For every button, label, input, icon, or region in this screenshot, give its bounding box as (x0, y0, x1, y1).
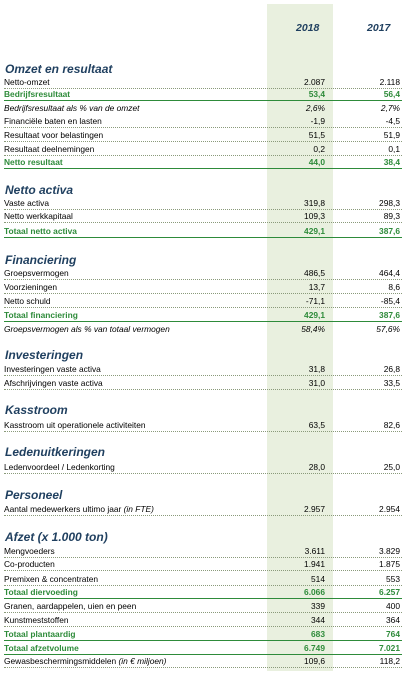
row-label-text: Bedrijfsresultaat (4, 89, 71, 99)
row-label (4, 89, 70, 100)
value-2017: 118,2 (379, 656, 400, 666)
table-row (4, 89, 402, 101)
table-row (4, 268, 402, 280)
row-label (4, 157, 63, 168)
row-label-text: Netto werkkapitaal (4, 211, 73, 221)
value-2018: 339 (311, 601, 325, 611)
table-row (4, 116, 402, 128)
row-label (4, 144, 94, 155)
value-2017: 1.875 (379, 559, 400, 569)
row-label-unit: (in FTE) (123, 504, 154, 514)
row-label-text: Afschrijvingen vaste activa (4, 378, 103, 388)
row-label (4, 629, 76, 640)
value-2018: 31,0 (308, 378, 325, 388)
value-2017: 2,7% (380, 103, 400, 113)
row-label-text: Granen, aardappelen, uien en peen (4, 601, 137, 611)
table-row (4, 157, 402, 169)
value-2017: 2.118 (379, 77, 400, 87)
value-2017: 298,3 (379, 198, 400, 208)
row-label-text: Voorzieningen (4, 282, 58, 292)
value-2018: 63,5 (308, 420, 325, 430)
row-label-text: Resultaat voor belastingen (4, 130, 104, 140)
table-row (4, 77, 402, 89)
table-row (4, 378, 402, 390)
row-label (4, 130, 103, 141)
value-2018: 2.087 (304, 77, 325, 87)
value-2018: 514 (311, 574, 325, 584)
row-label-text: Vaste activa (4, 198, 49, 208)
value-2017: -85,4 (380, 296, 400, 306)
value-2017: -4,5 (385, 116, 400, 126)
row-label-text: Resultaat deelnemingen (4, 144, 95, 154)
value-2017: 6.257 (379, 587, 400, 597)
value-2017: 33,5 (383, 378, 400, 388)
value-2018: 13,7 (308, 282, 325, 292)
row-label (4, 587, 78, 598)
section-title-personeel: Personeel (5, 488, 63, 502)
value-2018: 486,5 (304, 268, 325, 278)
value-2018: 2.957 (304, 504, 325, 514)
row-label (4, 226, 77, 237)
table-row (4, 310, 402, 322)
row-label-text: Groepsvermogen (4, 268, 69, 278)
table-row (4, 226, 402, 238)
value-2017: 25,0 (383, 462, 400, 472)
row-label-text: Investeringen vaste activa (4, 364, 101, 374)
value-2018: 319,8 (304, 198, 325, 208)
table-row (4, 462, 402, 474)
row-label (4, 656, 166, 667)
value-2017: 2.954 (379, 504, 400, 514)
section-title-kasstroom: Kasstroom (5, 403, 68, 417)
table-row (4, 144, 402, 156)
value-2018: 0,2 (313, 144, 325, 154)
section-title-financiering: Financiering (5, 253, 77, 267)
row-label-text: Netto schuld (4, 296, 51, 306)
value-2017: 387,6 (379, 226, 400, 236)
value-2017: 8,6 (388, 282, 400, 292)
section-title-investeringen: Investeringen (5, 348, 84, 362)
row-label (4, 462, 115, 473)
section-title-netto-activa: Netto activa (5, 183, 74, 197)
row-label (4, 282, 57, 293)
row-label (4, 103, 139, 114)
value-2017: 56,4 (383, 89, 400, 99)
table-row (4, 656, 402, 668)
value-2018: 6.749 (304, 643, 325, 653)
row-label-text: Bedrijfsresultaat als % van de omzet (4, 103, 140, 113)
table-row (4, 103, 402, 114)
row-label (4, 574, 98, 585)
table-row (4, 587, 402, 599)
value-2018: 44,0 (308, 157, 325, 167)
value-2018: 51,5 (308, 130, 325, 140)
row-label-text: Totaal afzetvolume (4, 643, 79, 653)
table-row (4, 546, 402, 558)
section-title-ledenuitkeringen: Ledenuitkeringen (5, 445, 106, 459)
value-2018: 109,6 (304, 656, 325, 666)
value-2018: -1,9 (310, 116, 325, 126)
row-label (4, 268, 69, 279)
row-label (4, 310, 78, 321)
row-label (4, 559, 55, 570)
row-label-text: Financiële baten en lasten (4, 116, 102, 126)
row-label (4, 77, 50, 88)
row-label-text: Co-producten (4, 559, 55, 569)
table-row (4, 559, 402, 571)
row-label-text: Kunstmeststoffen (4, 615, 69, 625)
value-2017: 3.829 (379, 546, 400, 556)
row-label (4, 601, 136, 612)
year-header-2018: 2018 (296, 22, 320, 34)
value-2018: 109,3 (304, 211, 325, 221)
table-row (4, 282, 402, 294)
row-label (4, 420, 146, 431)
table-row (4, 615, 402, 627)
value-2017: 400 (386, 601, 400, 611)
row-label (4, 116, 102, 127)
value-2018: 429,1 (304, 310, 325, 320)
row-label (4, 504, 154, 515)
row-label-text: Totaal netto activa (4, 226, 77, 236)
row-label-text: Gewasbeschermingsmiddelen (4, 656, 117, 666)
row-label-text: Netto resultaat (4, 157, 63, 167)
row-label (4, 615, 69, 626)
value-2018: 429,1 (304, 226, 325, 236)
row-label-text: Netto-omzet (4, 77, 50, 87)
row-label-text: Totaal plantaardig (4, 629, 76, 639)
table-row (4, 643, 402, 655)
value-2017: 364 (386, 615, 400, 625)
value-2017: 38,4 (383, 157, 400, 167)
value-2017: 89,3 (383, 211, 400, 221)
table-row (4, 574, 402, 586)
row-label-text: Totaal diervoeding (4, 587, 78, 597)
value-2017: 51,9 (383, 130, 400, 140)
section-title-omzet-en-resultaat: Omzet en resultaat (5, 62, 113, 76)
value-2018: 344 (311, 615, 325, 625)
value-2017: 387,6 (379, 310, 400, 320)
section-title-afzet-x-1-000-ton: Afzet (x 1.000 ton) (5, 530, 108, 544)
row-label (4, 324, 170, 335)
row-label (4, 364, 101, 375)
table-row (4, 324, 402, 335)
table-row (4, 629, 402, 641)
value-2018: 53,4 (308, 89, 325, 99)
row-label (4, 211, 73, 222)
value-2017: 57,6% (376, 324, 400, 334)
row-label-unit: (in € miljoen) (118, 656, 167, 666)
row-label-text: Totaal financiering (4, 310, 78, 320)
value-2018: 683 (311, 629, 325, 639)
table-row (4, 130, 402, 142)
value-2018: -71,1 (305, 296, 325, 306)
row-label-text: Kasstroom uit operationele activiteiten (4, 420, 146, 430)
value-2017: 764 (386, 629, 400, 639)
row-label-text: Groepsvermogen als % van totaal vermogen (4, 324, 170, 334)
value-2018: 1.941 (304, 559, 325, 569)
table-row (4, 296, 402, 308)
row-label-text: Aantal medewerkers ultimo jaar (4, 504, 122, 514)
row-label (4, 296, 51, 307)
row-label-text: Ledenvoordeel / Ledenkorting (4, 462, 115, 472)
year-header-2017: 2017 (367, 22, 391, 34)
row-label (4, 378, 103, 389)
row-label (4, 643, 79, 654)
value-2018: 3.611 (304, 546, 325, 556)
value-2017: 553 (386, 574, 400, 584)
value-2017: 7.021 (379, 643, 400, 653)
row-label (4, 198, 49, 209)
value-2017: 0,1 (388, 144, 400, 154)
value-2018: 2,6% (305, 103, 325, 113)
table-row (4, 211, 402, 223)
table-row (4, 504, 402, 516)
value-2018: 28,0 (308, 462, 325, 472)
value-2018: 58,4% (301, 324, 325, 334)
row-label-text: Mengvoeders (4, 546, 55, 556)
value-2017: 464,4 (379, 268, 400, 278)
value-2017: 26,8 (383, 364, 400, 374)
value-2018: 6.066 (304, 587, 325, 597)
row-label (4, 546, 55, 557)
table-row (4, 420, 402, 432)
table-row (4, 364, 402, 376)
value-2017: 82,6 (383, 420, 400, 430)
table-row (4, 601, 402, 613)
row-label-text: Premixen & concentraten (4, 574, 99, 584)
value-2018: 31,8 (308, 364, 325, 374)
table-row (4, 198, 402, 210)
